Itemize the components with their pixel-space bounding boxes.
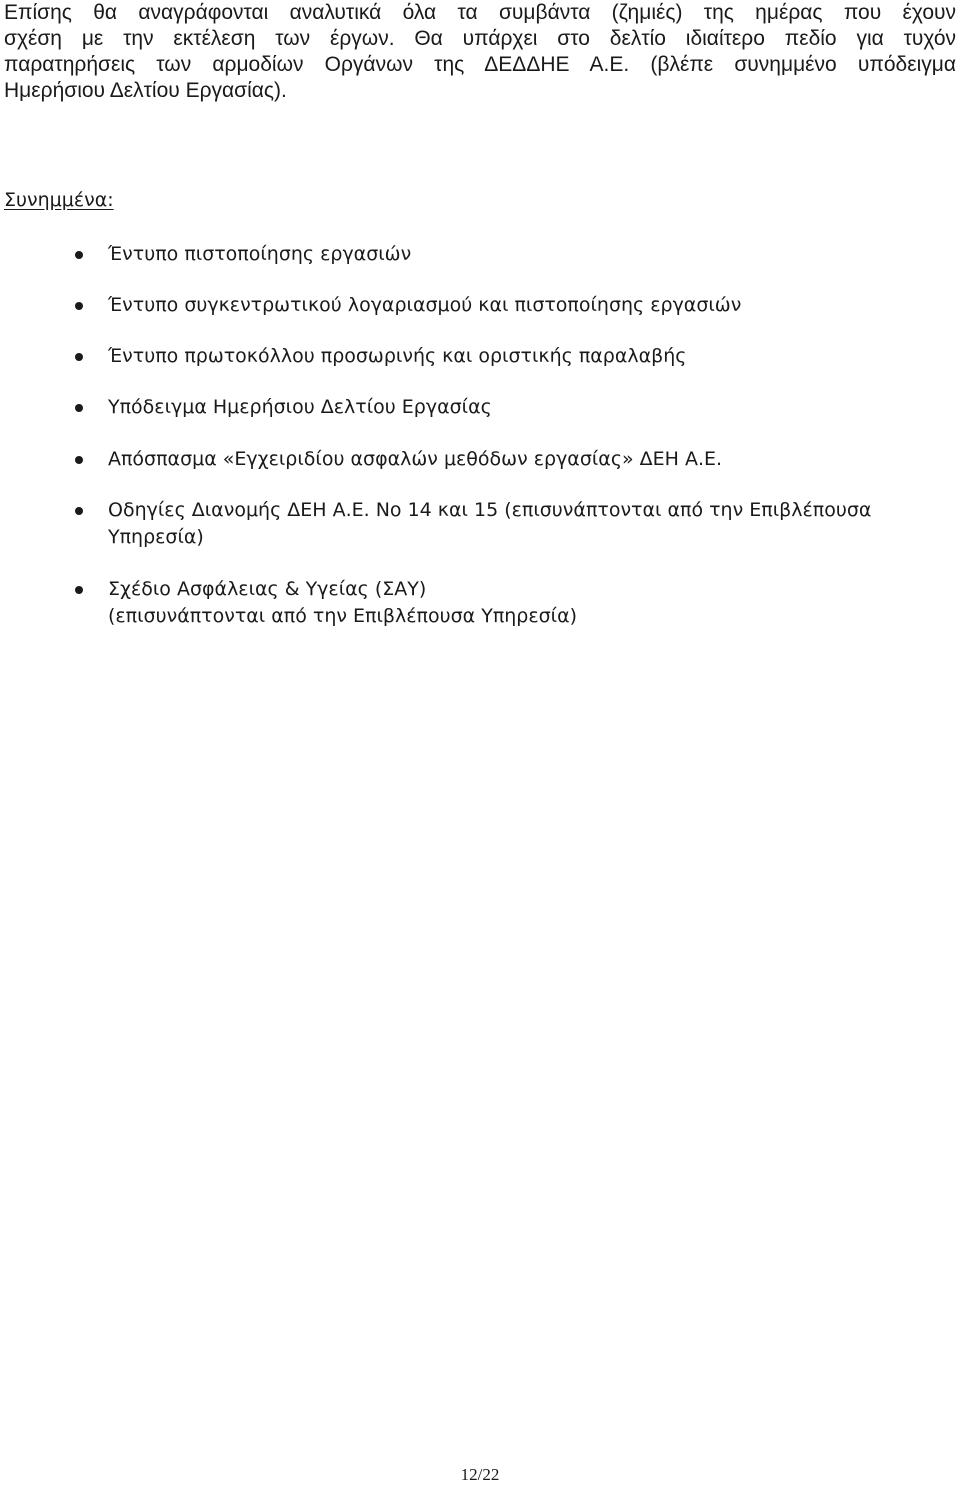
list-item-text-continued: Υπηρεσία) [108,526,204,548]
bullet-icon [75,404,83,412]
list-item-text: Απόσπασμα «Εγχειριδίου ασφαλών μεθόδων εργασίας» ΔΕΗ Α.Ε. [108,448,723,470]
intro-line: παρατηρήσεις των αρμοδίων Οργάνων της ΔΕΔΔΗΕ Α.Ε. (βλέπε συνημμένο υπόδειγμα [4,53,956,76]
list-item-text: Έντυπο πρωτοκόλλου προσωρινής και οριστικής παραλαβής [108,345,687,367]
list-item [108,241,960,268]
attachments-heading: Συνημμένα: [4,189,114,211]
list-item [108,576,960,630]
bullet-icon [75,507,83,515]
bullet-icon [75,302,83,310]
page-number: 12/22 [460,1465,500,1484]
list-item [108,497,960,551]
list-item-text: Οδηγίες Διανομής ΔΕΗ Α.Ε. Νο 14 και 15 (επισυνάπτονται από την Επιβλέπουσα [108,499,872,521]
bullet-icon [75,251,83,259]
list-item [108,292,960,319]
list-item [108,446,960,473]
bullet-icon [75,586,83,594]
list-item-text-continued: (επισυνάπτονται από την Επιβλέπουσα Υπηρεσία) [108,605,578,627]
list-item [108,343,960,370]
intro-paragraph [4,0,956,104]
list-item [108,394,960,421]
list-item-text: Έντυπο πιστοποίησης εργασιών [108,243,412,265]
bullet-icon [75,353,83,361]
bullet-icon [75,456,83,464]
intro-line: Ημερήσιου Δελτίου Εργασίας). [4,79,287,102]
intro-line: Επίσης θα αναγράφονται αναλυτικά όλα τα συμβάντα (ζημιές) της ημέρας που έχουν [4,1,956,24]
list-item-text: Υπόδειγμα Ημερήσιου Δελτίου Εργασίας [108,396,492,418]
list-item-text: Έντυπο συγκεντρωτικού λογαριασμού και πιστοποίησης εργασιών [108,294,742,316]
list-item-text: Σχέδιο Ασφάλειας & Υγείας (ΣΑΥ) [108,578,427,600]
intro-line: σχέση με την εκτέλεση των έργων. Θα υπάρχει στο δελτίο ιδιαίτερο πεδίο για τυχόν [4,27,956,50]
